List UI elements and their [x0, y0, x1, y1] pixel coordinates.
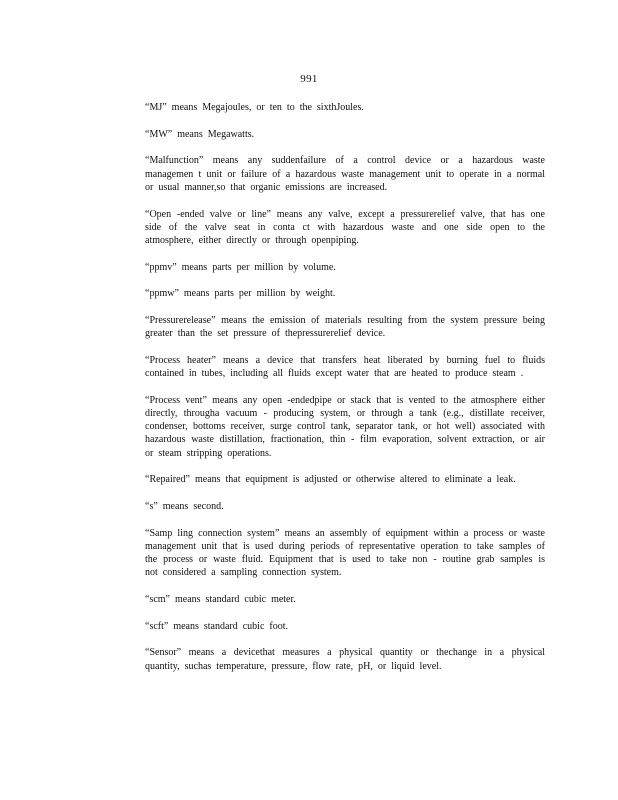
definition-s: “s” means second. — [145, 501, 224, 513]
definition-process-vent: “Process vent” means any open -endedpipe or stack that is vented to the atmosphere either directly, througha vacuum - producing system, or through a tank (e.g., distillate receiver, condenser, bottoms receiver, surge control tank, separator tank, or hot well) associated with hazardous waste distillation, fractionation, thin - film evaporation, solvent extraction, or air or steam stripping operations. — [145, 394, 545, 459]
definition-malfunction: “Malfunction” means any suddenfailure of a control device or a hazardous waste managemen t unit or failure of a hazardous waste management unit to operate in a normal or usual manner,so that organic emissions are increased. — [145, 155, 545, 193]
definition-scft: “scft” means standard cubic foot. — [145, 620, 289, 632]
page-number: 991 — [300, 73, 318, 85]
definition-process-heater: “Process heater” means a device that transfers heat liberated by burning fuel to fluids contained in tubes, including all fluids except water that are heated to produce steam . — [145, 354, 545, 380]
definitions-list — [145, 101, 545, 686]
definition-sensor: “Sensor” means a devicethat measures a physical quantity or thechange in a physical quantity, suchas temperature, pressure, flow rate, pH, or liquid level. — [145, 647, 545, 672]
definition-mw: “MW” means Megawatts. — [145, 128, 255, 140]
definition-ppmw: “ppmw” means parts per million by weight. — [145, 288, 336, 300]
definition-scm: “scm” means standard cubic meter. — [145, 594, 296, 606]
definition-open-ended-valve: “Open -ended valve or line” means any valve, except a pressurerelief valve, that has one side of the valve seat in conta ct with hazardous waste and one side open to the atmosphere, either directly or through openpiping. — [145, 208, 545, 246]
definition-mj: “MJ” means Megajoules, or ten to the sixthJoules. — [145, 102, 364, 113]
definition-repaired: “Repaired” means that equipment is adjusted or otherwise altered to eliminate a leak. — [145, 474, 516, 486]
definition-pressure-release: “Pressurerelease” means the emission of materials resulting from the system pressure being greater than the set pressure of thepressurerelief device. — [145, 315, 545, 340]
definition-sampling-connection-system: “Samp ling connection system” means an assembly of equipment within a process or waste management unit that is used during periods of representative operation to take samples of the process or waste fluid. Equipment that is used to take non - routine grab samples is not considered a sampling connection system. — [145, 527, 545, 579]
definition-ppmv: “ppmv” means parts per million by volume. — [145, 261, 336, 273]
